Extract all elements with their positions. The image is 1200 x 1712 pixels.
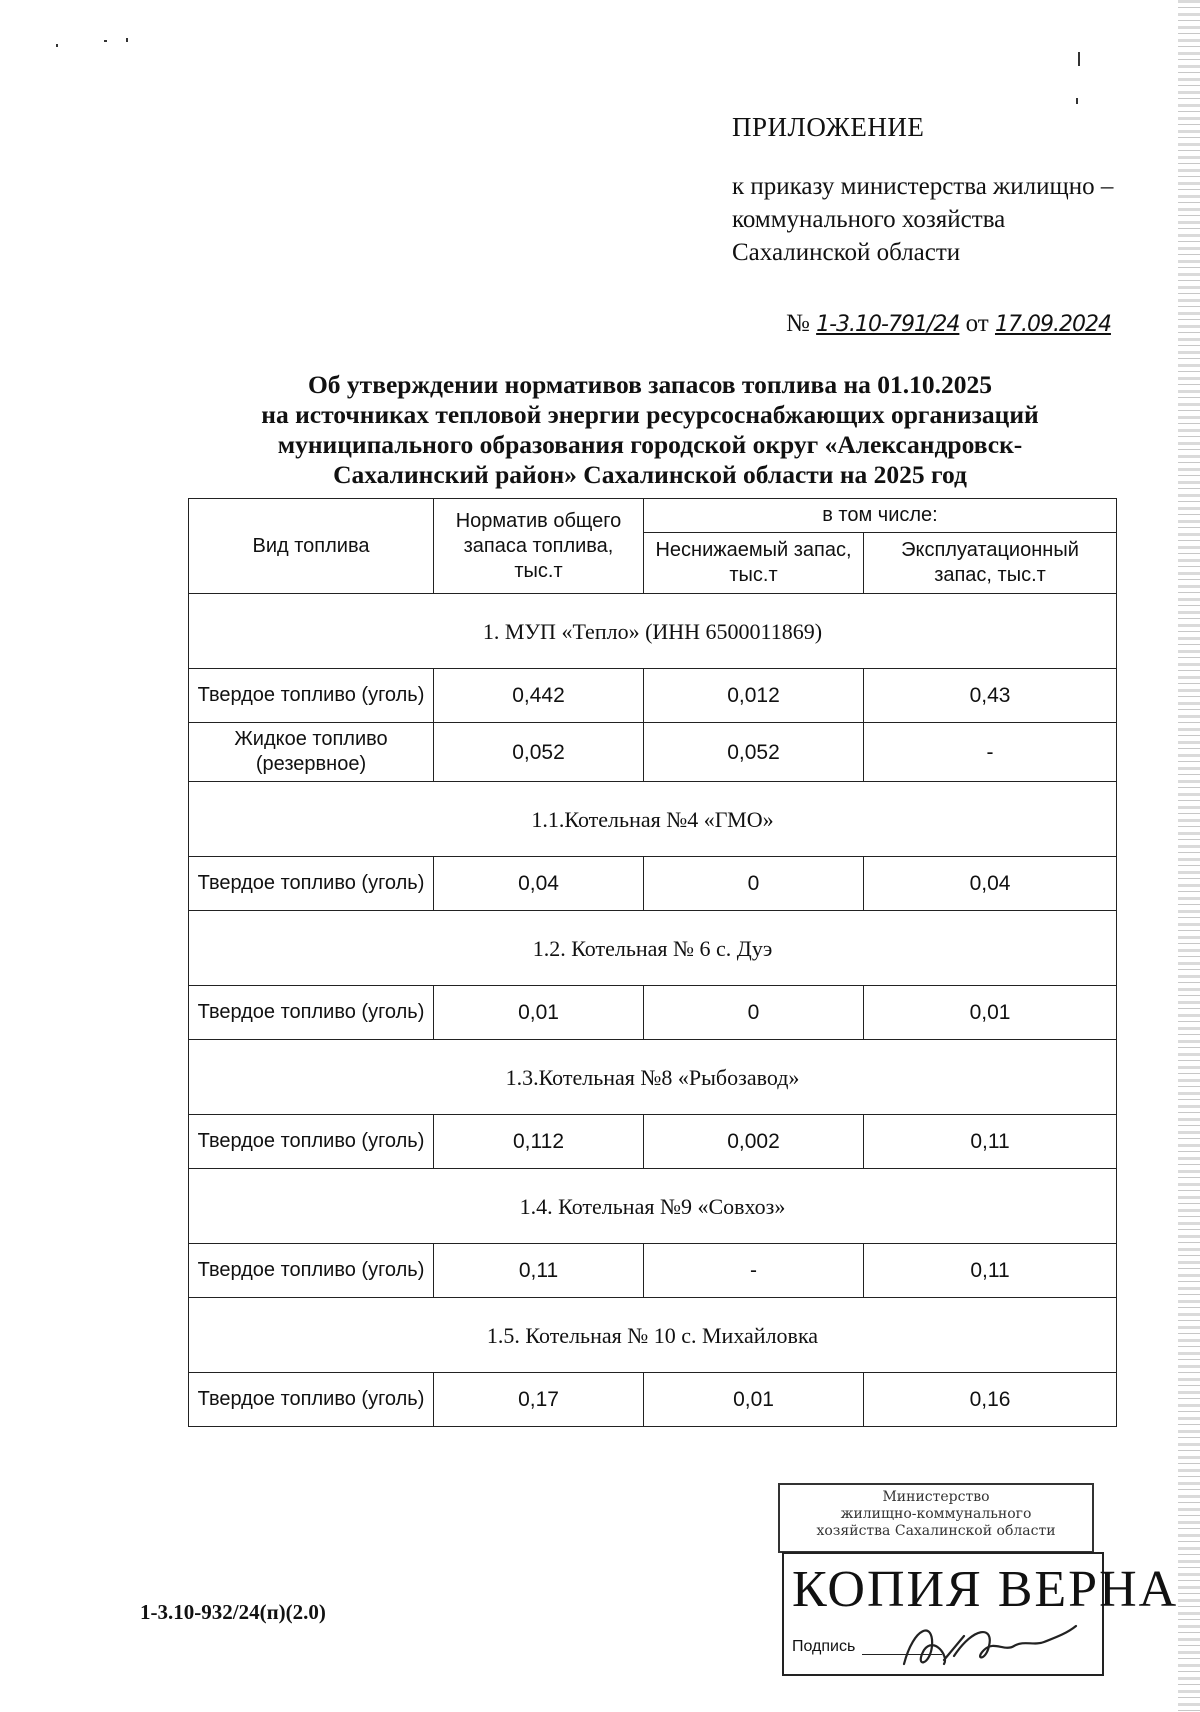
cell-fuel: Твердое топливо (уголь) bbox=[189, 857, 434, 911]
cell-total: 0,052 bbox=[434, 723, 644, 782]
cell-fuel: Твердое топливо (уголь) bbox=[189, 669, 434, 723]
header-operational: Эксплуатационный запас, тыс.т bbox=[864, 533, 1117, 594]
cell-operational: - bbox=[864, 723, 1117, 782]
header-including: в том числе: bbox=[644, 499, 1117, 533]
scan-speck bbox=[126, 38, 128, 42]
table-row bbox=[189, 669, 1117, 723]
cell-irreducible: 0 bbox=[644, 857, 864, 911]
cell-total: 0,04 bbox=[434, 857, 644, 911]
header-irreducible: Неснижаемый запас, тыс.т bbox=[644, 533, 864, 594]
stamp-line: Министерство bbox=[882, 1489, 990, 1505]
signature-icon bbox=[894, 1616, 1084, 1674]
cell-irreducible: 0 bbox=[644, 986, 864, 1040]
cell-total: 0,11 bbox=[434, 1244, 644, 1298]
section-row bbox=[189, 782, 1117, 857]
header-total-reserve: Норматив общего запаса топлива, тыс.т bbox=[434, 499, 644, 594]
section-title: 1. МУП «Тепло» (ИНН 6500011869) bbox=[189, 594, 1117, 669]
order-number bbox=[786, 310, 1111, 338]
table-row bbox=[189, 1373, 1117, 1427]
table-row bbox=[189, 723, 1117, 782]
section-title: 1.4. Котельная №9 «Совхоз» bbox=[189, 1169, 1117, 1244]
document-code: 1-3.10-932/24(п)(2.0) bbox=[140, 1600, 326, 1624]
scan-speck bbox=[104, 40, 107, 42]
appendix-subtitle: к приказу министерства жилищно – коммунального хозяйства Сахалинской области bbox=[732, 173, 1114, 266]
copy-stamp-text: КОПИЯ ВЕРНА bbox=[792, 1561, 1179, 1618]
appendix-title: ПРИЛОЖЕНИЕ bbox=[732, 112, 925, 142]
certified-copy-stamp bbox=[782, 1552, 1179, 1676]
section-row bbox=[189, 1298, 1117, 1373]
signature-label: Подпись bbox=[792, 1638, 856, 1655]
fuel-norms-table bbox=[188, 498, 1117, 1427]
scan-speck bbox=[1078, 52, 1080, 66]
document-title-line: Об утверждении нормативов запасов топлива на 01.10.2025 bbox=[307, 370, 993, 399]
document-title-line: муниципального образования городской округ «Александровск- bbox=[277, 430, 1023, 459]
order-date-prefix: от bbox=[965, 310, 989, 337]
cell-total: 0,01 bbox=[434, 986, 644, 1040]
cell-operational: 0,16 bbox=[864, 1373, 1117, 1427]
cell-fuel: Твердое топливо (уголь) bbox=[189, 1244, 434, 1298]
section-title: 1.2. Котельная № 6 с. Дуэ bbox=[189, 911, 1117, 986]
document-title-line: на источниках тепловой энергии ресурсоснабжающих организаций bbox=[261, 400, 1039, 429]
cell-operational: 0,11 bbox=[864, 1244, 1117, 1298]
cell-total: 0,442 bbox=[434, 669, 644, 723]
cell-fuel: Твердое топливо (уголь) bbox=[189, 1115, 434, 1169]
table-row bbox=[189, 986, 1117, 1040]
header-fuel-type: Вид топлива bbox=[189, 499, 434, 594]
document-title-line: Сахалинский район» Сахалинской области на 2025 год bbox=[333, 460, 967, 489]
table-body bbox=[189, 594, 1117, 1427]
cell-operational: 0,04 bbox=[864, 857, 1117, 911]
order-number-prefix: № bbox=[786, 310, 810, 337]
section-title: 1.3.Котельная №8 «Рыбозавод» bbox=[189, 1040, 1117, 1115]
order-date-value: 17.09.2024 bbox=[994, 312, 1111, 337]
table-row bbox=[189, 1115, 1117, 1169]
cell-irreducible: 0,01 bbox=[644, 1373, 864, 1427]
scan-speck bbox=[56, 44, 58, 47]
cell-irreducible: - bbox=[644, 1244, 864, 1298]
section-row bbox=[189, 911, 1117, 986]
stamp-line: хозяйства Сахалинской области bbox=[816, 1523, 1056, 1539]
scan-speck bbox=[1076, 98, 1078, 104]
cell-irreducible: 0,012 bbox=[644, 669, 864, 723]
table-row bbox=[189, 1244, 1117, 1298]
section-row bbox=[189, 1040, 1117, 1115]
section-title: 1.1.Котельная №4 «ГМО» bbox=[189, 782, 1117, 857]
cell-operational: 0,01 bbox=[864, 986, 1117, 1040]
cell-total: 0,17 bbox=[434, 1373, 644, 1427]
table-row bbox=[189, 857, 1117, 911]
stamp-line: жилищно-коммунального bbox=[840, 1506, 1032, 1522]
cell-total: 0,112 bbox=[434, 1115, 644, 1169]
cell-fuel: Жидкое топливо (резервное) bbox=[189, 723, 434, 782]
cell-irreducible: 0,002 bbox=[644, 1115, 864, 1169]
scan-edge-noise bbox=[1178, 0, 1200, 1712]
section-row bbox=[189, 594, 1117, 669]
cell-fuel: Твердое топливо (уголь) bbox=[189, 986, 434, 1040]
order-number-value: 1-3.10-791/24 bbox=[816, 312, 960, 337]
cell-operational: 0,43 bbox=[864, 669, 1117, 723]
cell-operational: 0,11 bbox=[864, 1115, 1117, 1169]
cell-irreducible: 0,052 bbox=[644, 723, 864, 782]
cell-fuel: Твердое топливо (уголь) bbox=[189, 1373, 434, 1427]
ministry-stamp bbox=[778, 1483, 1094, 1553]
document-title bbox=[190, 370, 1110, 490]
section-row bbox=[189, 1169, 1117, 1244]
section-title: 1.5. Котельная № 10 с. Михайловка bbox=[189, 1298, 1117, 1373]
